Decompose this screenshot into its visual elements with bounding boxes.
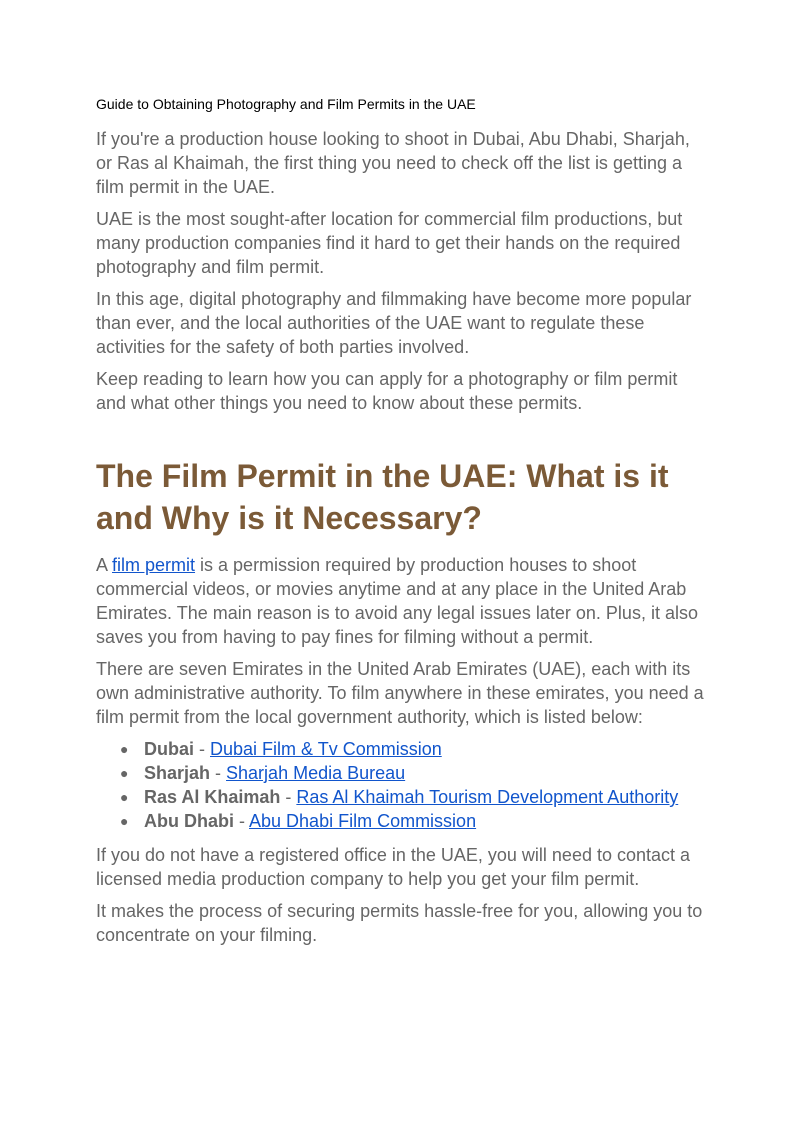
emirate-name: Ras Al Khaimah bbox=[144, 787, 281, 807]
film-permit-suffix: is a permission required by production houses to shoot commercial videos, or movies anytime and at any place in the United Arab Emirates. The main reason is to avoid any legal issues later on. Plus, it also saves you from having to pay fines for filming without a permit. bbox=[96, 555, 698, 647]
film-permit-prefix: A bbox=[96, 555, 113, 575]
emirates-paragraph: There are seven Emirates in the United Arab Emirates (UAE), each with its own administrative authority. To film anywhere in these emirates, you need a film permit from the local government authority, which is listed below: bbox=[96, 659, 704, 727]
authority-link-ras-al-khaimah[interactable]: Ras Al Khaimah Tourism Development Authority bbox=[296, 787, 679, 807]
registered-office-paragraph: If you do not have a registered office in the UAE, you will need to contact a licensed media production company to help you get your film permit. bbox=[96, 845, 691, 889]
hassle-free-paragraph: It makes the process of securing permits hassle-free for you, allowing you to concentrate on your filming. bbox=[96, 901, 703, 945]
list-item bbox=[120, 761, 706, 785]
bullet-icon: ● bbox=[120, 813, 129, 829]
bullet-icon: ● bbox=[120, 789, 129, 805]
emirate-name: Dubai bbox=[144, 739, 195, 759]
list-separator: - bbox=[210, 763, 227, 783]
list-separator: - bbox=[280, 787, 297, 807]
document-title: Guide to Obtaining Photography and Film Permits in the UAE bbox=[96, 96, 476, 112]
document-page bbox=[96, 95, 706, 955]
intro-paragraph-1: If you're a production house looking to shoot in Dubai, Abu Dhabi, Sharjah, or Ras al Khaimah, the first thing you need to check off the list is getting a film permit in the UAE. bbox=[96, 129, 690, 197]
section-heading: The Film Permit in the UAE: What is it and Why is it Necessary? bbox=[96, 458, 669, 536]
emirate-name: Sharjah bbox=[144, 763, 211, 783]
intro-paragraph-3: In this age, digital photography and filmmaking have become more popular than ever, and the local authorities of the UAE want to regulate these activities for the safety of both parties involved. bbox=[96, 289, 692, 357]
list-item bbox=[120, 785, 706, 809]
authority-link-sharjah[interactable]: Sharjah Media Bureau bbox=[226, 763, 406, 783]
list-item bbox=[120, 737, 706, 761]
intro-paragraph-4: Keep reading to learn how you can apply for a photography or film permit and what other things you need to know about these permits. bbox=[96, 369, 678, 413]
list-item bbox=[120, 809, 706, 833]
film-permit-paragraph bbox=[96, 553, 706, 649]
film-permit-link[interactable]: film permit bbox=[112, 555, 196, 575]
authority-link-abu-dhabi[interactable]: Abu Dhabi Film Commission bbox=[249, 811, 477, 831]
bullet-icon: ● bbox=[120, 741, 129, 757]
list-separator: - bbox=[234, 811, 250, 831]
intro-paragraph-2: UAE is the most sought-after location for commercial film productions, but many production companies find it hard to get their hands on the required photography and film permit. bbox=[96, 209, 683, 277]
list-separator: - bbox=[194, 739, 211, 759]
authority-list bbox=[96, 737, 706, 833]
emirate-name: Abu Dhabi bbox=[144, 811, 234, 831]
bullet-icon: ● bbox=[120, 765, 129, 781]
authority-link-dubai[interactable]: Dubai Film & Tv Commission bbox=[210, 739, 442, 759]
